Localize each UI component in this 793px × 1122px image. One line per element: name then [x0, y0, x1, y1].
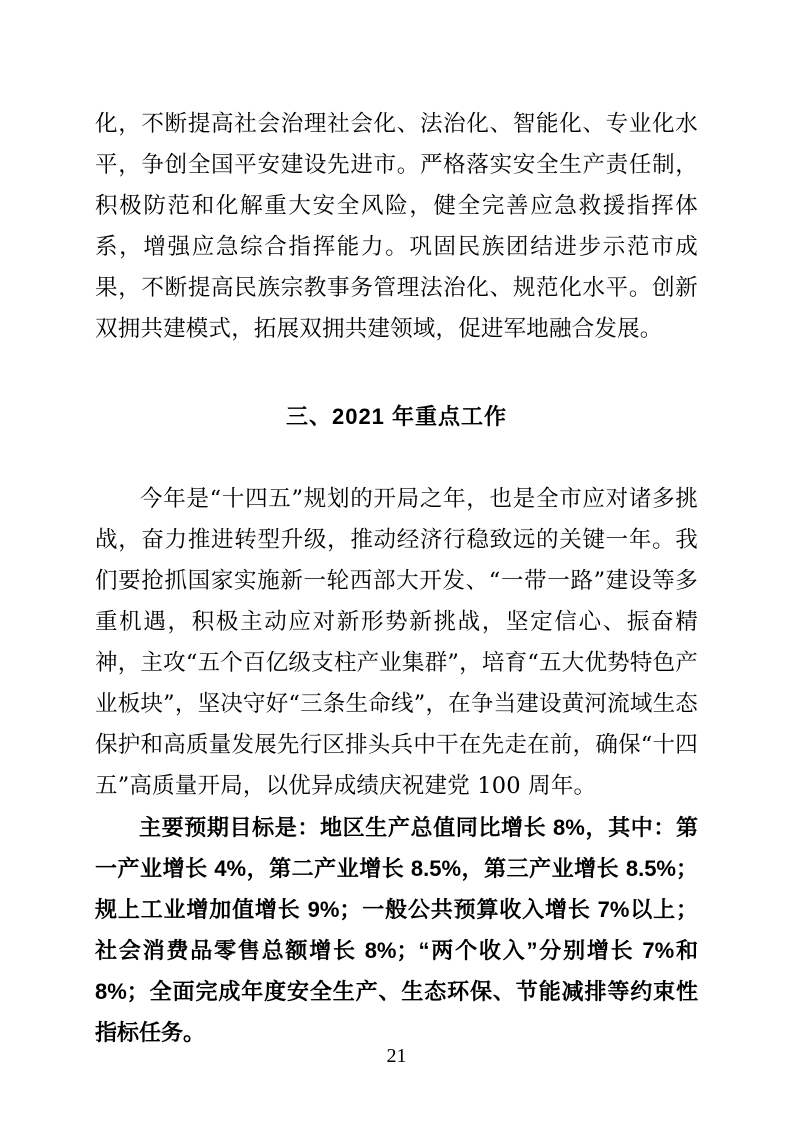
spacer — [95, 350, 698, 396]
paragraph-targets: 主要预期目标是：地区生产总值同比增长 8%，其中：第一产业增长 4%，第二产业增长 8.5%，第三产业增长 8.5%；规上工业增加值增长 9%；一般公共预算收入增长 7%以上；社会消费品零售总额增长 8%；“两个收入”分别增长 7%和 8%；全面完成年度安全生产、生态环保、节能减排等约束性指标任务。 — [95, 815, 698, 1045]
page-number: 21 — [386, 1045, 407, 1067]
paragraph-continued: 化，不断提高社会治理社会化、法治化、智能化、专业化水平，争创全国平安建设先进市。严格落实安全生产责任制，积极防范和化解重大安全风险，健全完善应急救援指挥体系，增强应急综合指挥能力。巩固民族团结进步示范市成果，不断提高民族宗教事务管理法治化、规范化水平。创新双拥共建模式，拓展双拥共建领域，促进军地融合发展。 — [95, 111, 698, 342]
section-heading: 三、2021 年重点工作 — [285, 404, 508, 429]
paragraph-outlook: 今年是“十四五”规划的开局之年，也是全市应对诸多挑战，奋力推进转型升级，推动经济行稳致远的关键一年。我们要抢抓国家实施新一轮西部大开发、“一带一路”建设等多重机遇，积极主动应对新形势新挑战，坚定信心、振奋精神，主攻“五个百亿级支柱产业集群”，培育“五大优势特色产业板块”，坚决守好“三条生命线”，在争当建设黄河流域生态保护和高质量发展先行区排头兵中干在先走在前，确保“十四五”高质量开局，以优异成绩庆祝建党 100 周年。 — [95, 486, 698, 799]
spacer — [95, 437, 698, 479]
